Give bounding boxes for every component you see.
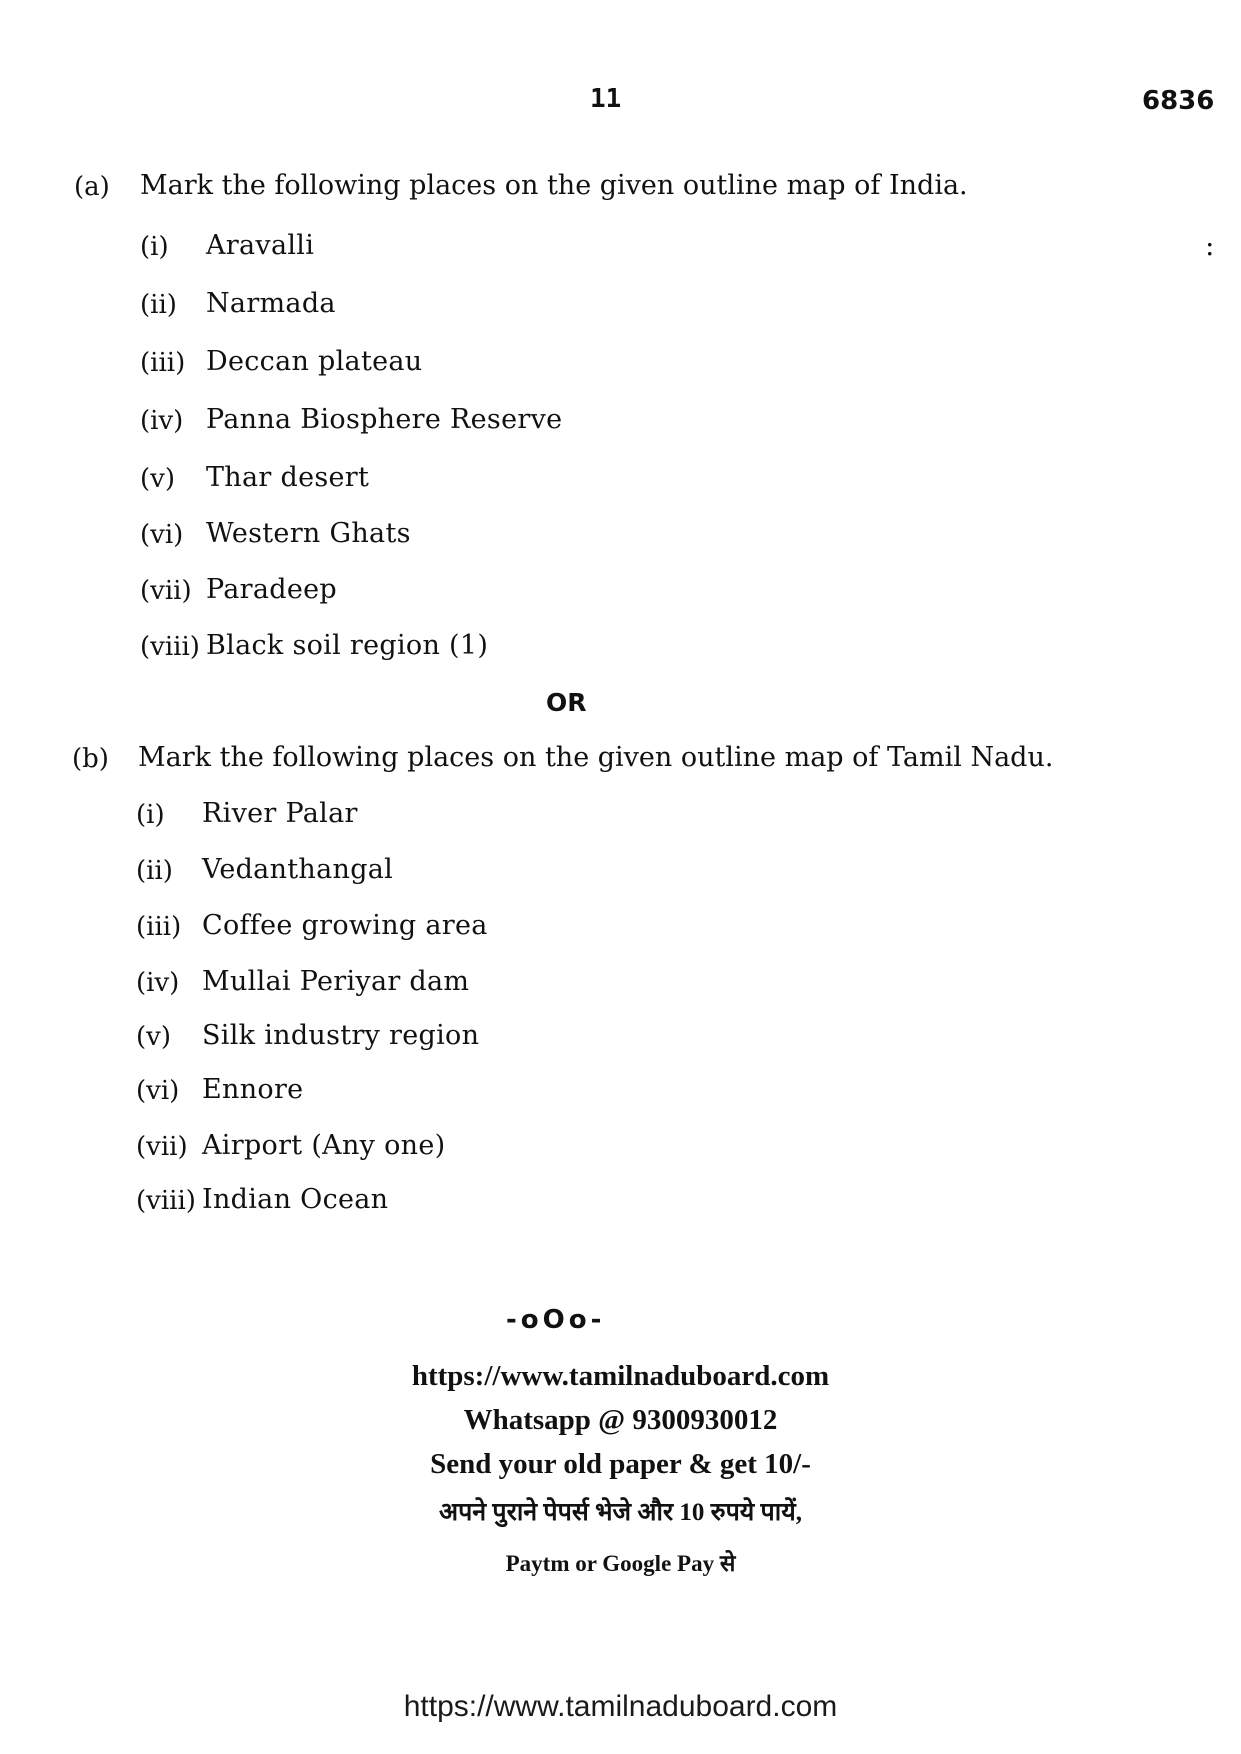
promo-whatsapp: Whatsapp @ 9300930012 — [463, 1404, 778, 1436]
list-item: River Palar — [202, 798, 358, 829]
footer-url[interactable]: https://www.tamilnaduboard.com — [403, 1690, 838, 1723]
list-item: Mullai Periyar dam — [202, 966, 470, 997]
promo-url[interactable]: https://www.tamilnaduboard.com — [411, 1360, 830, 1392]
list-item: Vedanthangal — [202, 854, 394, 885]
list-item-number: (viii) — [136, 1186, 196, 1216]
list-item-number: (ii) — [140, 290, 177, 320]
list-item: Silk industry region — [202, 1020, 480, 1051]
list-item: Coffee growing area — [202, 910, 488, 941]
list-item-number: (i) — [136, 800, 165, 830]
list-item-number: (vii) — [136, 1132, 188, 1162]
list-item: Indian Ocean — [202, 1184, 389, 1215]
list-item-number: (viii) — [140, 632, 200, 662]
list-item: Panna Biosphere Reserve — [206, 404, 563, 435]
list-item-number: (v) — [140, 464, 175, 494]
promo-payment: Paytm or Google Pay से — [505, 1551, 736, 1576]
list-item-number: (i) — [140, 232, 169, 262]
list-item-number: (vii) — [140, 576, 192, 606]
list-item: Airport (Any one) — [202, 1130, 446, 1161]
list-item-number: (vi) — [140, 520, 184, 550]
list-item-number: (iv) — [136, 968, 180, 998]
list-item-number: (iii) — [136, 912, 182, 942]
question-a-label: (a) — [74, 172, 110, 202]
promo-hindi-text: अपने पुराने पेपर्स भेजे और 10 रुपये पायें, — [438, 1499, 802, 1526]
question-a-text: Mark the following places on the given outline map of India. — [140, 170, 968, 201]
list-item-number: (iv) — [140, 406, 184, 436]
list-item-number: (iii) — [140, 348, 186, 378]
or-separator: OR — [546, 688, 587, 717]
list-item-number: (v) — [136, 1022, 171, 1052]
list-item: Paradeep — [206, 574, 337, 605]
list-item: Aravalli — [206, 230, 315, 261]
list-item-number: (vi) — [136, 1076, 180, 1106]
list-item: Narmada — [206, 288, 336, 319]
paper-code: 6836 — [1142, 86, 1215, 116]
question-b-label: (b) — [72, 744, 109, 774]
list-item: Thar desert — [206, 462, 370, 493]
list-item: Western Ghats — [206, 518, 411, 549]
margin-mark: : — [1205, 229, 1215, 262]
promo-offer: Send your old paper & get 10/- — [430, 1448, 811, 1480]
list-item: Ennore — [202, 1074, 304, 1105]
list-item-number: (ii) — [136, 856, 173, 886]
end-mark: -oOo- — [506, 1305, 606, 1335]
page-number: 11 — [590, 84, 622, 114]
list-item: Black soil region (1) — [206, 630, 489, 661]
list-item: Deccan plateau — [206, 346, 423, 377]
question-b-text: Mark the following places on the given outline map of Tamil Nadu. — [138, 742, 1054, 773]
